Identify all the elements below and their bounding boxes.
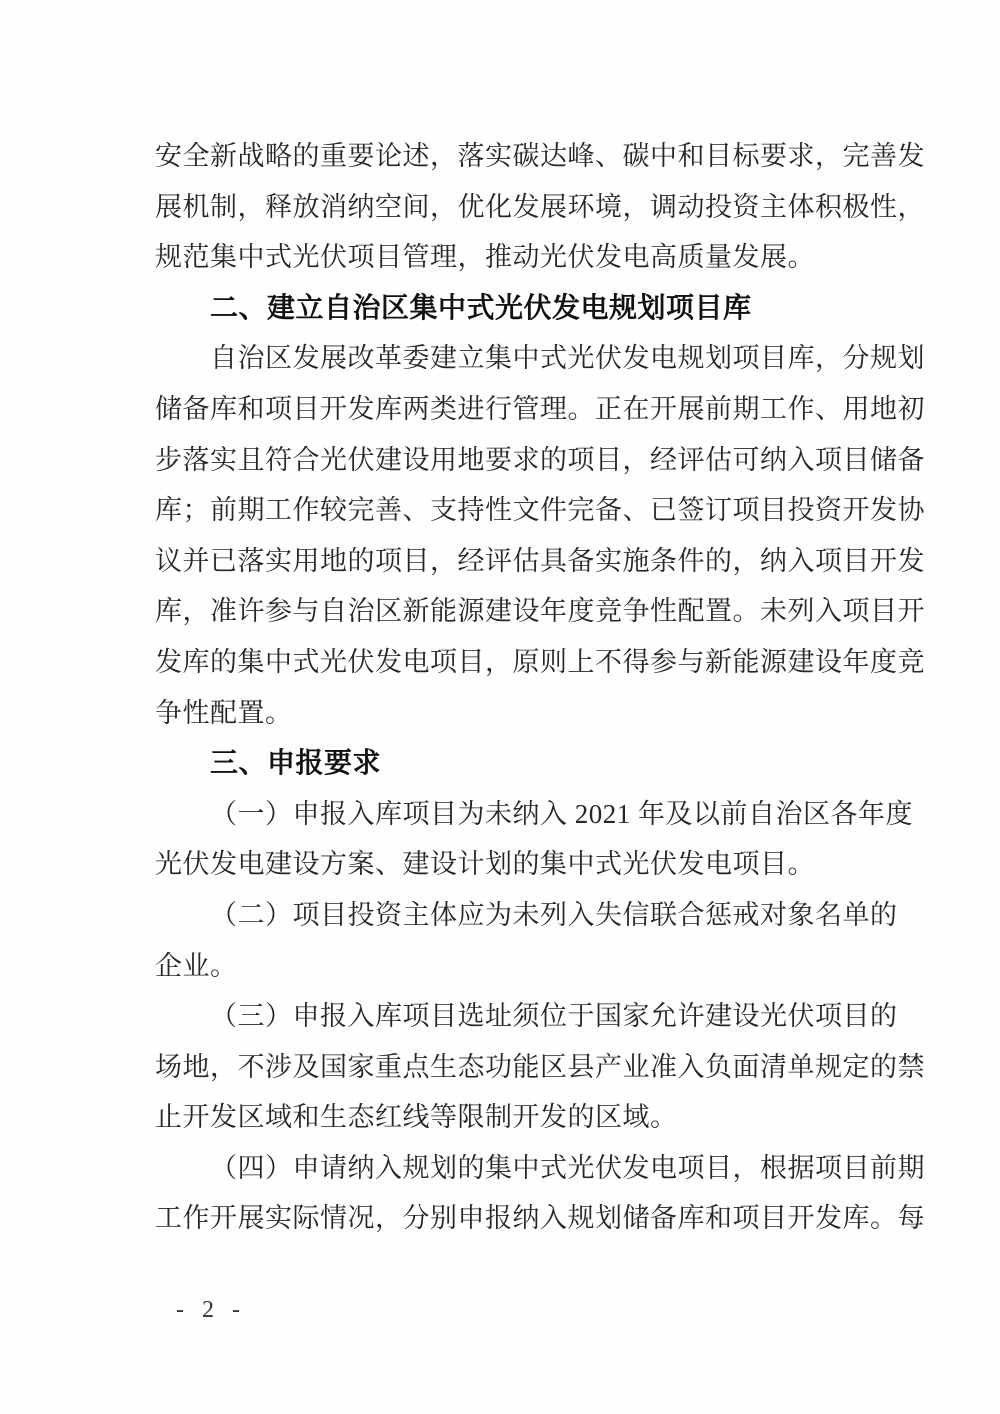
document-text-block [155, 131, 925, 1244]
body-line: 自治区发展改革委建立集中式光伏发电规划项目库，分规划 [210, 343, 925, 374]
body-line: 规范集中式光伏项目管理，推动光伏发电高质量发展。 [155, 242, 815, 273]
section-heading-3: 三、申报要求 [210, 747, 382, 779]
body-line: 议并已落实用地的项目，经评估具备实施条件的，纳入项目开发 [155, 545, 925, 576]
body-line: （一）申报入库项目为未纳入 2021 年及以前自治区各年度 [210, 798, 913, 829]
body-line: （三）申报入库项目选址须位于国家允许建设光伏项目的 [210, 1001, 898, 1032]
body-line: 展机制，释放消纳空间，优化发展环境，调动投资主体积极性， [155, 191, 925, 222]
body-line: 企业。 [155, 950, 238, 981]
body-line: 储备库和项目开发库两类进行管理。正在开展前期工作、用地初 [155, 393, 925, 424]
body-line: 光伏发电建设方案、建设计划的集中式光伏发电项目。 [155, 849, 815, 880]
body-line: 争性配置。 [155, 697, 293, 728]
body-line: 止开发区域和生态红线等限制开发的区域。 [155, 1102, 678, 1133]
body-line: 库；前期工作较完善、支持性文件完备、已签订项目投资开发协 [155, 495, 925, 526]
body-line: 安全新战略的重要论述，落实碳达峰、碳中和目标要求，完善发 [155, 141, 925, 171]
section-heading-2: 二、建立自治区集中式光伏发电规划项目库 [210, 291, 752, 323]
body-line: 场地，不涉及国家重点生态功能区县产业准入负面清单规定的禁 [155, 1051, 925, 1082]
body-line: （四）申请纳入规划的集中式光伏发电项目，根据项目前期 [210, 1152, 925, 1183]
body-line: 工作开展实际情况，分别申报纳入规划储备库和项目开发库。每 [155, 1203, 925, 1234]
body-line: 发库的集中式光伏发电项目，原则上不得参与新能源建设年度竞 [155, 646, 925, 677]
page-number: - 2 - [176, 1297, 246, 1323]
body-line: 步落实且符合光伏建设用地要求的项目，经评估可纳入项目储备 [155, 444, 925, 475]
body-line: （二）项目投资主体应为未列入失信联合惩戒对象名单的 [210, 899, 898, 930]
body-line: 库，准许参与自治区新能源建设年度竞争性配置。未列入项目开 [155, 596, 925, 627]
